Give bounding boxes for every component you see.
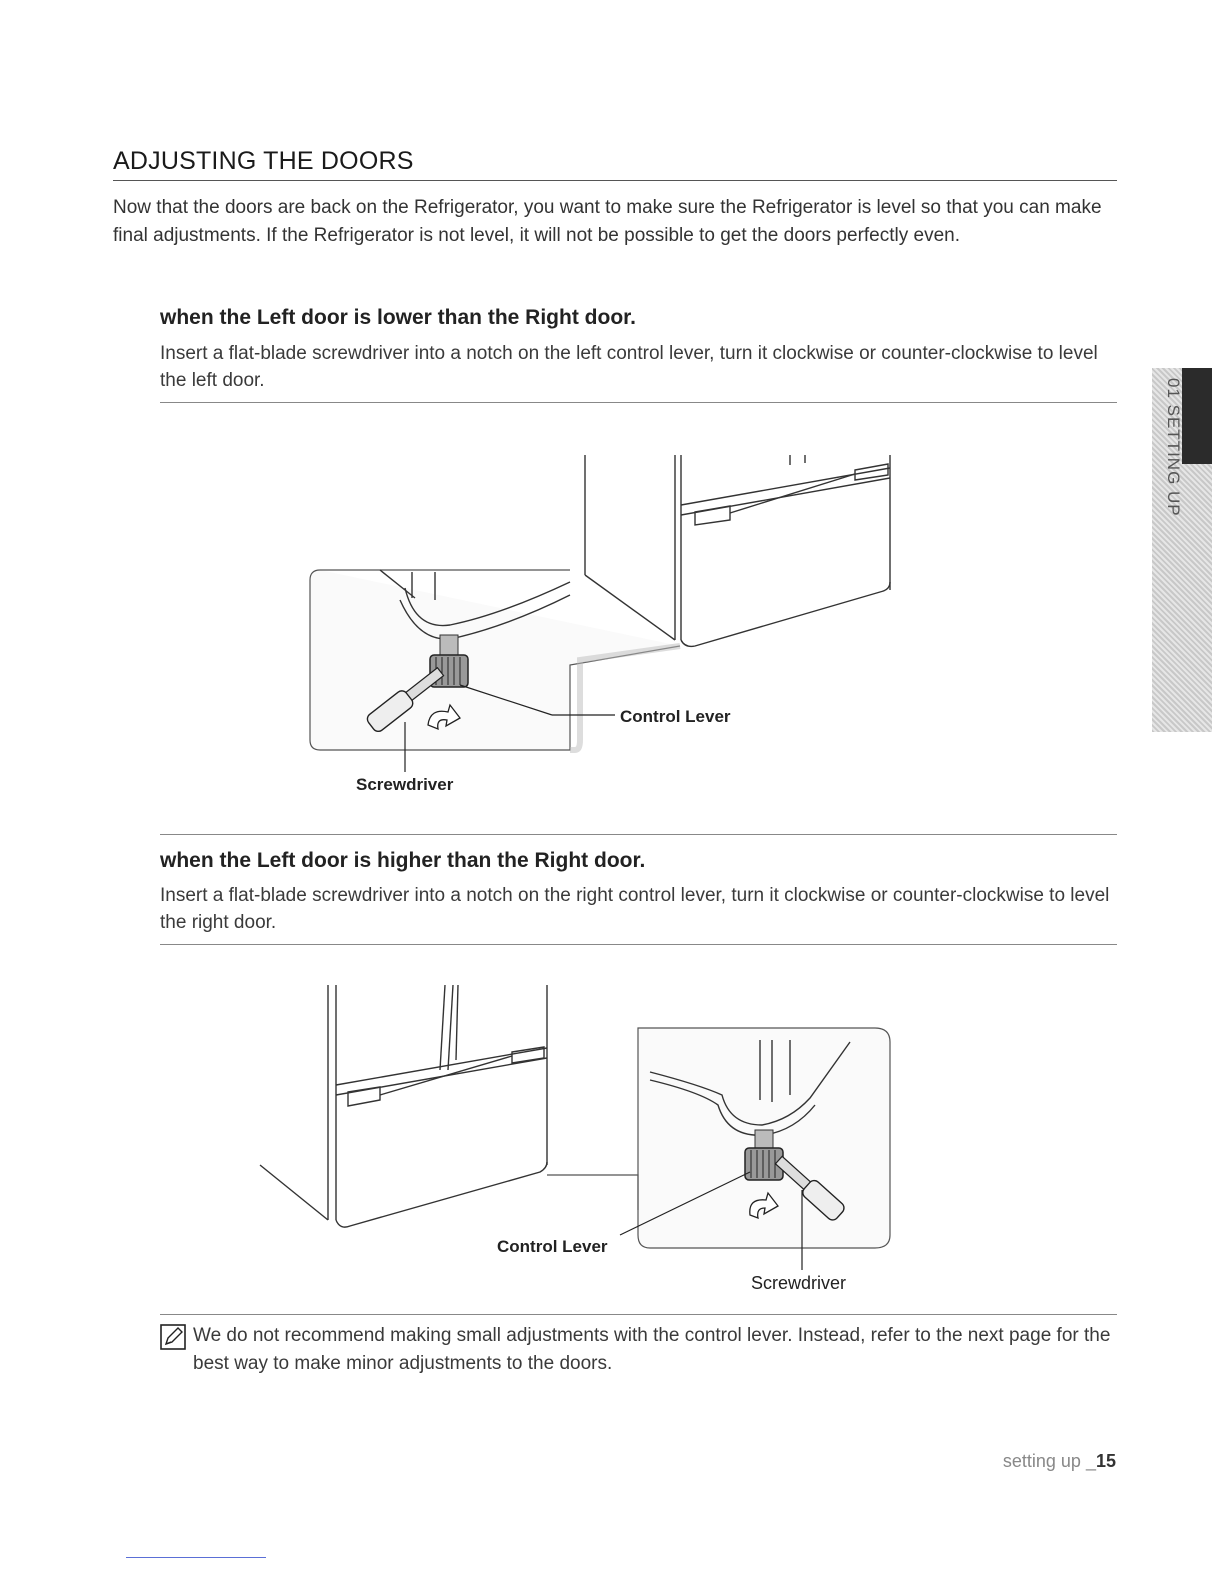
section2-text: Insert a flat-blade screwdriver into a notch on the right control lever, turn it clockwise or counter-clockwise to level the right door. [160, 885, 1110, 933]
section2-divider [160, 944, 1117, 945]
page-title: ADJUSTING THE DOORS [113, 147, 414, 175]
section1-text: Insert a flat-blade screwdriver into a notch on the left control lever, turn it clockwise or counter-clockwise to level the left door. [160, 343, 1098, 391]
title-divider [113, 180, 1117, 181]
side-tab-marker [1182, 368, 1212, 464]
section2-heading: when the Left door is higher than the Right door. [160, 849, 646, 872]
page-footer [1003, 1451, 1116, 1472]
note-icon [160, 1324, 186, 1350]
bottom-mark [126, 1557, 266, 1558]
note-divider [160, 1314, 1117, 1315]
section1-heading: when the Left door is lower than the Right door. [160, 306, 636, 329]
label-screwdriver-1: Screwdriver [356, 775, 454, 794]
intro-paragraph: Now that the doors are back on the Refrigerator, you want to make sure the Refrigerator is level so that you can make final adjustments. If the Refrigerator is not level, it will not be possible to get the doors perfectly even. [113, 197, 1102, 246]
section2-top-divider [160, 834, 1117, 835]
label-control-lever-1: Control Lever [620, 707, 731, 726]
side-chapter-label: 01 SETTING UP [1164, 378, 1183, 517]
footer-section: setting up _ [1002, 1451, 1096, 1471]
illustration-right-door-adjust [250, 980, 910, 1280]
page-number: 15 [1095, 1451, 1116, 1471]
section1-divider [160, 402, 1117, 403]
label-control-lever-2: Control Lever [497, 1237, 608, 1256]
label-screwdriver-2: Screwdriver [751, 1273, 847, 1293]
note-text: We do not recommend making small adjustments with the control lever. Instead, refer to the next page for the best way to make minor adjustments to the doors. [193, 1325, 1111, 1374]
illustration-left-door-adjust [300, 450, 900, 800]
